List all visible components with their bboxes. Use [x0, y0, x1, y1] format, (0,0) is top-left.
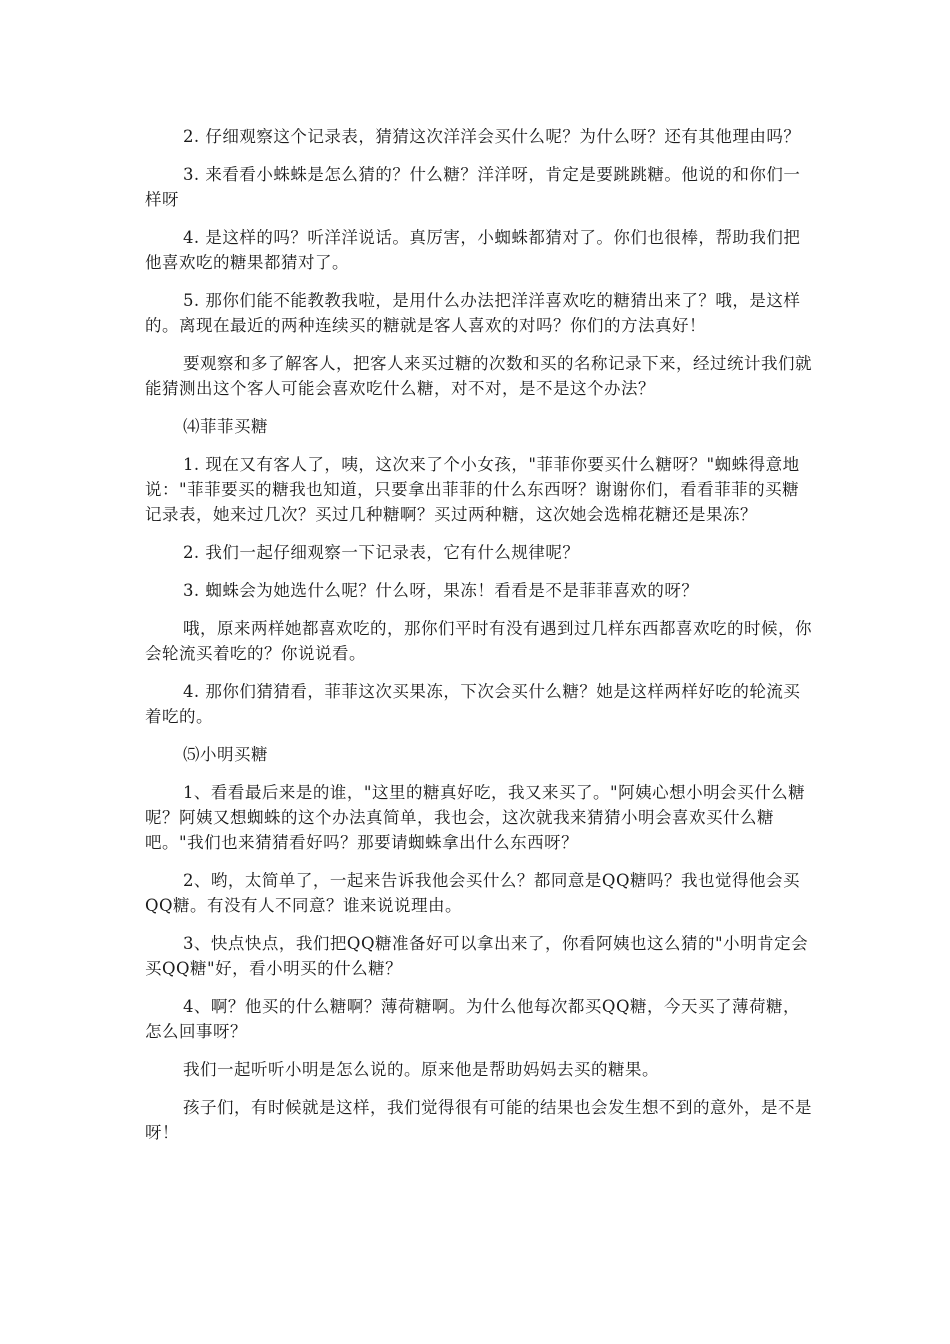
paragraph: 5. 那你们能不能教教我啦，是用什么办法把洋洋喜欢吃的糖猜出来了？哦，是这样的。离现在最近的两种连续买的糖就是客人喜欢的对吗？你们的方法真好！ [145, 291, 801, 335]
paragraph: 孩子们，有时候就是这样，我们觉得很有可能的结果也会发生想不到的意外，是不是呀！ [145, 1098, 812, 1142]
paragraph: 我们一起听听小明是怎么说的。原来他是帮助妈妈去买的糖果。 [182, 1060, 659, 1079]
paragraph: 3. 来看看小蛛蛛是怎么猜的？什么糖？洋洋呀，肯定是要跳跳糖。他说的和你们一样呀 [145, 165, 801, 209]
paragraph: 2. 我们一起仔细观察一下记录表，它有什么规律呢？ [182, 543, 580, 562]
document-body [145, 124, 815, 1158]
paragraph: 4、啊？他买的什么糖啊？薄荷糖啊。为什么他每次都买QQ糖，今天买了薄荷糖，怎么回事呀？ [145, 997, 800, 1041]
paragraph: 1. 现在又有客人了，咦，这次来了个小女孩，"菲菲你要买什么糖呀？"蜘蛛得意地说："菲菲要买的糖我也知道，只要拿出菲菲的什么东西呀？谢谢你们，看看菲菲的买糖记录表，她来过几次？买过几种糖啊？买过两种糖，这次她会选棉花糖还是果冻？ [145, 455, 800, 524]
paragraph: 4. 是这样的吗？听洋洋说话。真厉害，小蜘蛛都猜对了。你们也很棒，帮助我们把他喜欢吃的糖果都猜对了。 [145, 228, 801, 272]
paragraph: 3、快点快点，我们把QQ糖准备好可以拿出来了，你看阿姨也这么猜的"小明肯定会买QQ糖"好，看小明买的什么糖？ [145, 934, 809, 978]
paragraph: 哦，原来两样她都喜欢吃的，那你们平时有没有遇到过几样东西都喜欢吃的时候，你会轮流买着吃的？你说说看。 [145, 619, 812, 663]
paragraph: 1、看看最后来是的谁，"这里的糖真好吃，我又来买了。"阿姨心想小明会买什么糖呢？阿姨又想蜘蛛的这个办法真简单，我也会，这次就我来猜猜小明会喜欢买什么糖吧。"我们也来猜猜看好吗？那要请蜘蛛拿出什么东西呀？ [145, 783, 806, 852]
section-heading: ⑸小明买糖 [182, 745, 268, 764]
paragraph: 2、哟，太简单了，一起来告诉我他会买什么？都同意是QQ糖吗？我也觉得他会买QQ糖。有没有人不同意？谁来说说理由。 [145, 871, 800, 915]
paragraph: 2. 仔细观察这个记录表，猜猜这次洋洋会买什么呢？为什么呀？还有其他理由吗？ [182, 127, 801, 146]
paragraph: 要观察和多了解客人，把客人来买过糖的次数和买的名称记录下来，经过统计我们就能猜测出这个客人可能会喜欢吃什么糖，对不对，是不是这个办法？ [145, 354, 812, 398]
paragraph: 3. 蜘蛛会为她选什么呢？什么呀，果冻！看看是不是菲菲喜欢的呀？ [182, 581, 699, 600]
section-heading: ⑷菲菲买糖 [182, 417, 268, 436]
paragraph: 4. 那你们猜猜看，菲菲这次买果冻，下次会买什么糖？她是这样两样好吃的轮流买着吃的。 [145, 682, 801, 726]
